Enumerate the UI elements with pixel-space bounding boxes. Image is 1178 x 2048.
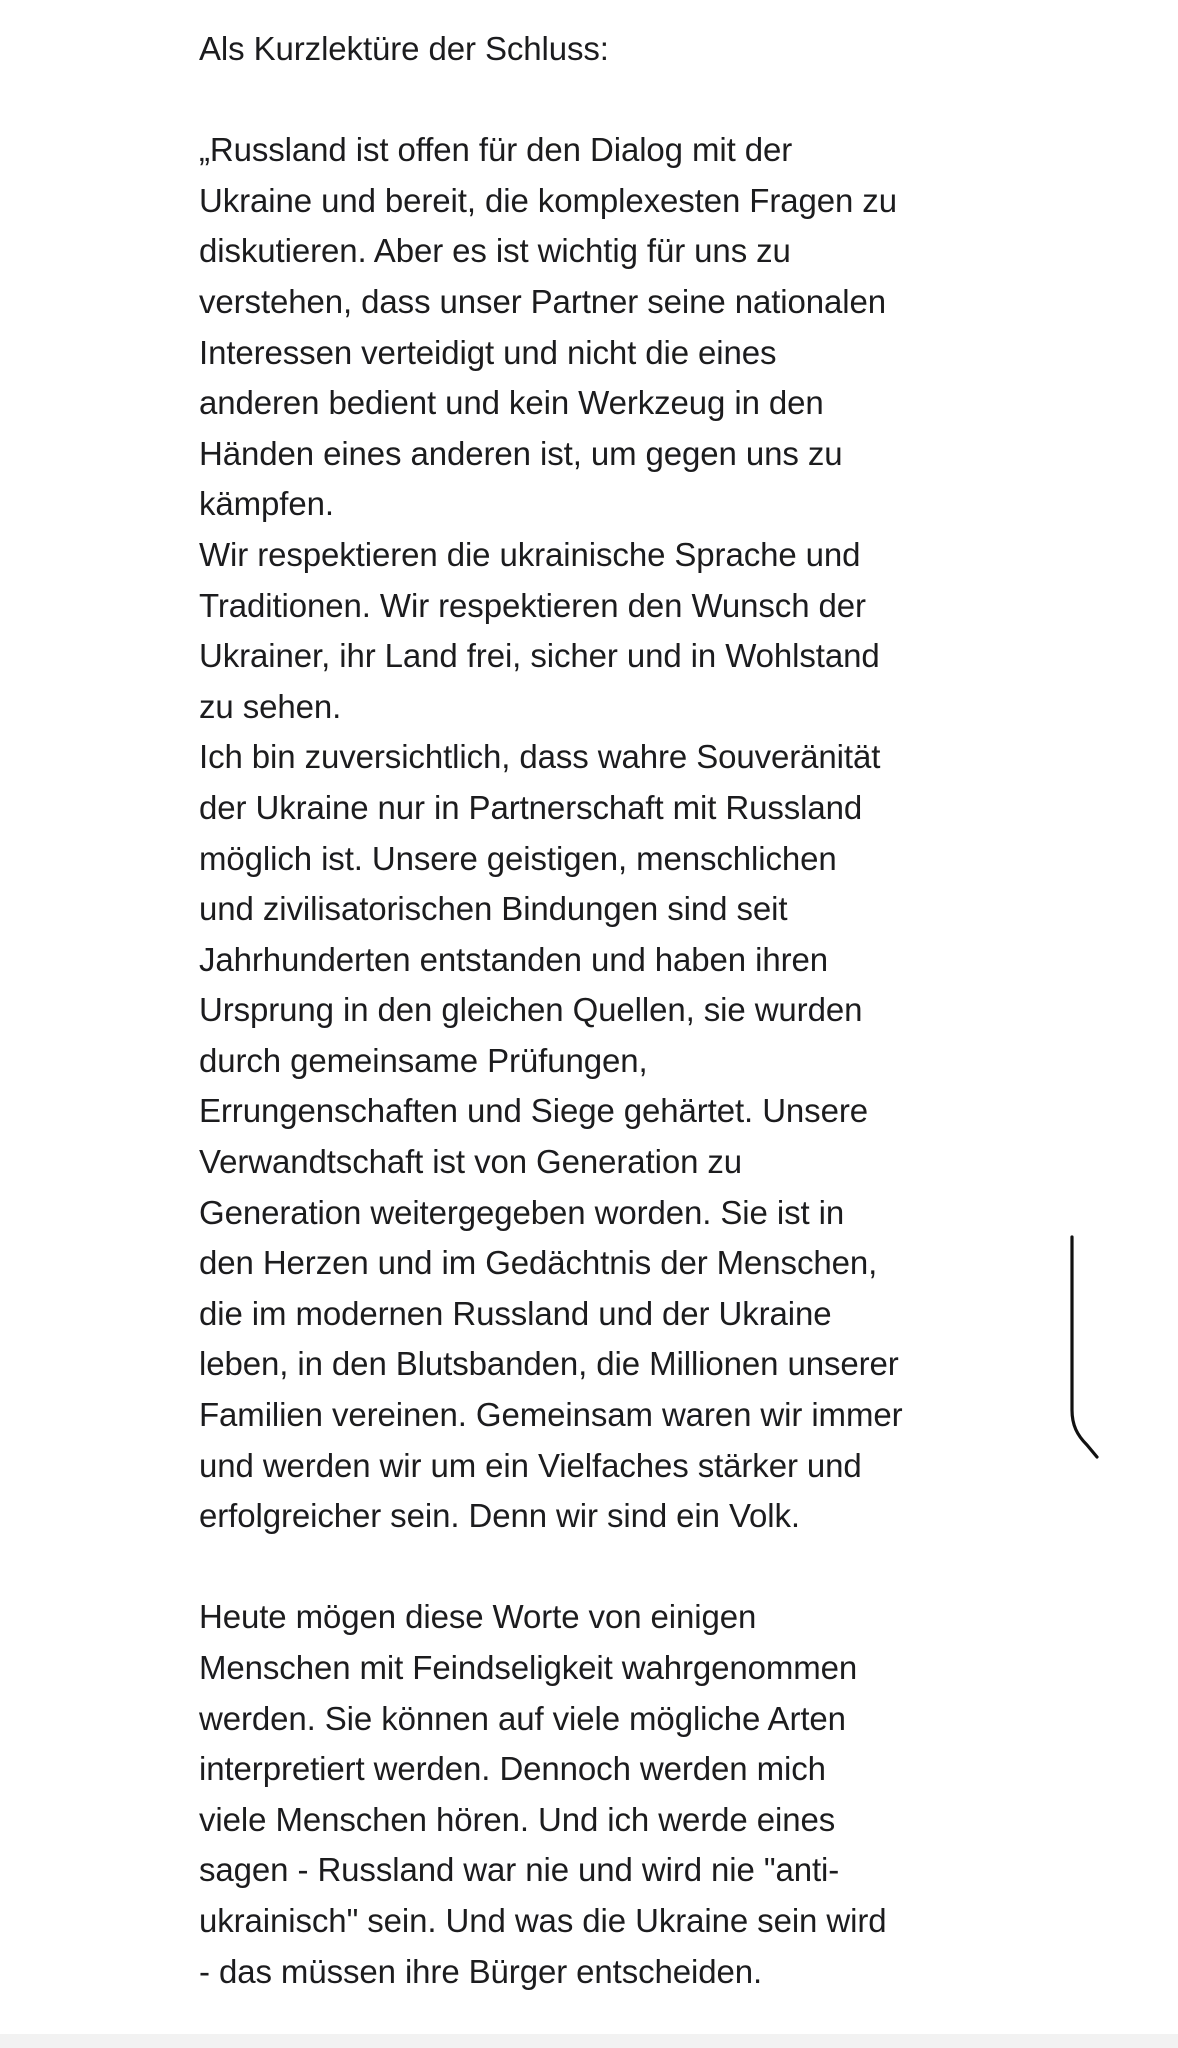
text-line: die im modernen Russland und der Ukraine: [199, 1294, 832, 1332]
text-line: den Herzen und im Gedächtnis der Menschen,: [199, 1244, 878, 1282]
text-line: Ursprung in den gleichen Quellen, sie wurden: [199, 991, 863, 1029]
text-line: Wir respektieren die ukrainische Sprache und: [199, 535, 861, 573]
intro-heading-line: Als Kurzlektüre der Schluss:: [199, 30, 609, 67]
text-line: zu sehen.: [199, 687, 342, 725]
text-line: ukrainisch" sein. Und was die Ukraine sein wird: [199, 1901, 887, 1939]
text-line: durch gemeinsame Prüfungen,: [199, 1041, 648, 1079]
paragraph-gap: [199, 75, 1059, 126]
text-line: Menschen mit Feindseligkeit wahrgenommen: [199, 1649, 858, 1686]
text-line: „Russland ist offen für den Dialog mit der: [199, 131, 793, 169]
text-line: Traditionen. Wir respektieren den Wunsch der: [199, 586, 866, 624]
text-line: viele Menschen hören. Und ich werde eines: [199, 1800, 836, 1838]
text-line: kämpfen.: [199, 485, 334, 523]
text-line: Familien vereinen. Gemeinsam waren wir immer: [199, 1396, 903, 1434]
text-line: sagen - Russland war nie und wird nie "anti-: [199, 1851, 840, 1889]
hand-drawn-bracket-mark: [1065, 1235, 1105, 1460]
text-line: und zivilisatorischen Bindungen sind seit: [199, 890, 788, 928]
text-line: Ich bin zuversichtlich, dass wahre Souveränität: [199, 738, 881, 776]
bottom-edge-strip: [0, 2034, 1178, 2048]
text-line: Errungenschaften und Siege gehärtet. Unsere: [199, 1092, 868, 1130]
paragraph-gap: [199, 1542, 1059, 1593]
text-line: Verwandtschaft ist von Generation zu: [199, 1143, 743, 1181]
text-line: Jahrhunderten entstanden und haben ihren: [199, 940, 829, 978]
text-line: Generation weitergegeben worden. Sie ist in: [199, 1193, 845, 1231]
text-line: Interessen verteidigt und nicht die eines: [199, 333, 777, 371]
text-line: anderen bedient und kein Werkzeug in den: [199, 384, 824, 422]
text-line: Heute mögen diese Worte von einigen: [199, 1598, 757, 1636]
document-text: [199, 24, 1059, 1997]
text-line: - das müssen ihre Bürger entscheiden.: [199, 1952, 763, 1990]
text-line: Ukrainer, ihr Land frei, sicher und in Wohlstand: [199, 637, 880, 675]
text-line: verstehen, dass unser Partner seine nationalen: [199, 282, 886, 320]
text-line: erfolgreicher sein. Denn wir sind ein Volk.: [199, 1497, 800, 1535]
text-line: möglich ist. Unsere geistigen, menschlichen: [199, 839, 837, 877]
text-line: Ukraine und bereit, die komplexesten Fragen zu: [199, 181, 897, 219]
text-line: interpretiert werden. Dennoch werden mich: [199, 1750, 826, 1788]
text-line: diskutieren. Aber es ist wichtig für uns zu: [199, 232, 791, 270]
text-line: der Ukraine nur in Partnerschaft mit Russland: [199, 788, 863, 826]
text-line: leben, in den Blutsbanden, die Millionen unserer: [199, 1345, 899, 1383]
text-line: Händen eines anderen ist, um gegen uns zu: [199, 434, 843, 472]
text-line: und werden wir um ein Vielfaches stärker und: [199, 1446, 862, 1484]
text-line: werden. Sie können auf viele mögliche Arten: [199, 1699, 846, 1737]
